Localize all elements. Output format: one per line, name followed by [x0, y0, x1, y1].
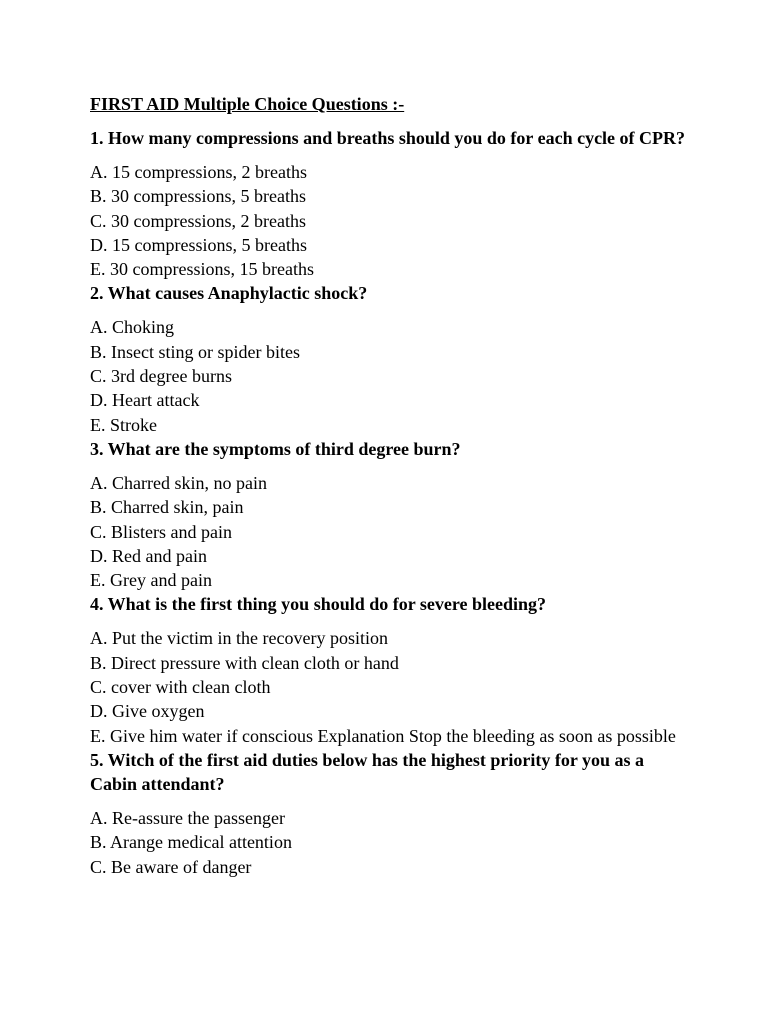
option-item: B. Direct pressure with clean cloth or hand	[90, 652, 399, 673]
option-item: D. Heart attack	[90, 390, 200, 411]
option-item: B. Charred skin, pain	[90, 497, 244, 518]
option-item: B. 30 compressions, 5 breaths	[90, 186, 306, 207]
option-item: A. Choking	[90, 317, 175, 338]
document-content	[90, 92, 690, 879]
option-item: E. Give him water if conscious Explanation Stop the bleeding as soon as possible	[90, 725, 676, 746]
option-item: A. Re-assure the passenger	[90, 807, 285, 828]
option-item: E. 30 compressions, 15 breaths	[90, 259, 314, 280]
option-item: D. Red and pain	[90, 545, 207, 566]
question-4-text: 4. What is the first thing you should do for severe bleeding?	[90, 594, 547, 615]
document-title: FIRST AID Multiple Choice Questions :-	[90, 94, 405, 114]
option-item: D. Give oxygen	[90, 701, 205, 722]
option-item: E. Stroke	[90, 414, 157, 435]
question-1-options	[90, 160, 690, 281]
option-item: E. Grey and pain	[90, 570, 212, 591]
question-2-options	[90, 315, 690, 436]
option-item: B. Arange medical attention	[90, 832, 292, 853]
option-item: B. Insect sting or spider bites	[90, 341, 300, 362]
option-item: C. 30 compressions, 2 breaths	[90, 210, 306, 231]
question-3-text: 3. What are the symptoms of third degree burn?	[90, 438, 461, 459]
option-item: A. Charred skin, no pain	[90, 472, 267, 493]
option-item: D. 15 compressions, 5 breaths	[90, 234, 307, 255]
question-4-options	[90, 626, 690, 747]
question-1-text: 1. How many compressions and breaths should you do for each cycle of CPR?	[90, 128, 686, 148]
option-item: A. Put the victim in the recovery position	[90, 628, 388, 649]
option-item: C. cover with clean cloth	[90, 677, 271, 698]
question-5-options	[90, 806, 690, 879]
option-item: A. 15 compressions, 2 breaths	[90, 162, 307, 182]
question-3-options	[90, 471, 690, 592]
question-block-4	[90, 592, 690, 747]
question-5-text: 5. Witch of the first aid duties below has the highest priority for you as a Cabin attendant?	[90, 749, 645, 794]
question-block-2	[90, 281, 690, 436]
question-2-text: 2. What causes Anaphylactic shock?	[90, 283, 368, 304]
question-block-3	[90, 437, 690, 592]
option-item: C. Be aware of danger	[90, 856, 252, 877]
question-block-1	[90, 126, 690, 281]
option-item: C. 3rd degree burns	[90, 366, 232, 387]
question-block-5	[90, 748, 690, 879]
option-item: C. Blisters and pain	[90, 521, 232, 542]
